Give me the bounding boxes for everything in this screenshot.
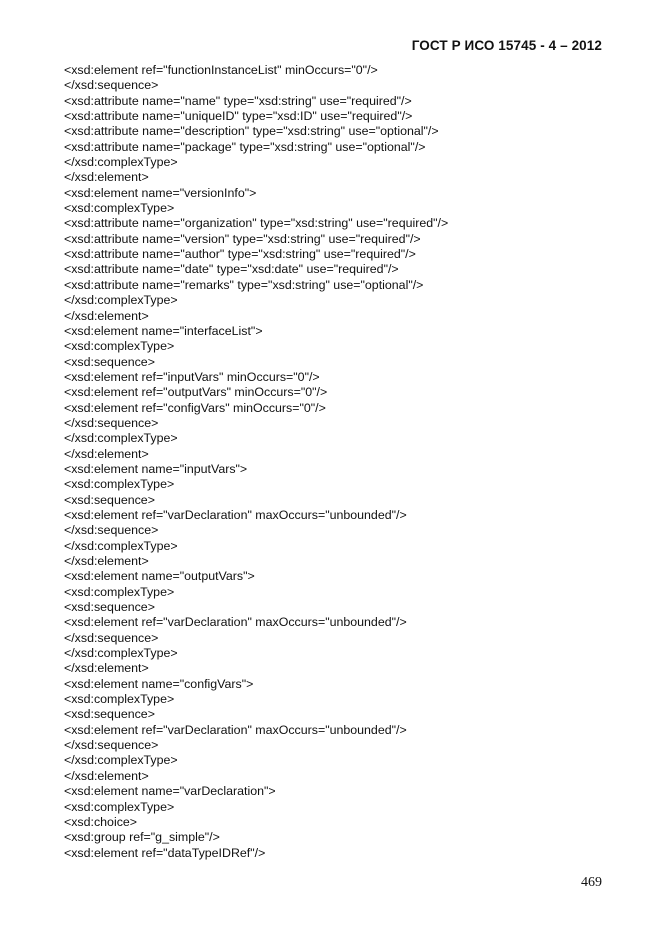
code-line: <xsd:complexType> xyxy=(64,799,175,814)
code-line: </xsd:complexType> xyxy=(64,293,178,308)
code-line: <xsd:element name="inputVars"> xyxy=(64,461,248,476)
code-line: </xsd:complexType> xyxy=(64,155,178,170)
code-line: <xsd:element ref="varDeclaration" maxOccurs="unbounded"/> xyxy=(64,507,407,522)
code-line: </xsd:complexType> xyxy=(64,431,178,446)
code-line: </xsd:element> xyxy=(64,661,149,676)
code-line: <xsd:complexType> xyxy=(64,339,175,354)
code-line: </xsd:element> xyxy=(64,446,149,461)
code-line: <xsd:sequence> xyxy=(64,600,155,615)
code-line: <xsd:sequence> xyxy=(64,707,155,722)
code-line: <xsd:complexType> xyxy=(64,201,175,216)
code-line: <xsd:element ref="functionInstanceList" minOccurs="0"/> xyxy=(64,63,378,77)
code-line: </xsd:complexType> xyxy=(64,753,178,768)
code-line: <xsd:complexType> xyxy=(64,477,175,492)
code-line: </xsd:element> xyxy=(64,768,149,783)
code-line: <xsd:element name="outputVars"> xyxy=(64,569,255,584)
code-line: <xsd:attribute name="organization" type="xsd:string" use="required"/> xyxy=(64,216,449,231)
page-number: 469 xyxy=(581,875,602,890)
code-line: <xsd:choice> xyxy=(64,814,138,829)
code-line: <xsd:attribute name="author" type="xsd:string" use="required"/> xyxy=(64,247,416,262)
code-line: </xsd:element> xyxy=(64,554,149,568)
code-line: <xsd:element ref="outputVars" minOccurs="0"/> xyxy=(64,385,328,400)
code-line: </xsd:complexType> xyxy=(64,538,178,553)
code-line: </xsd:sequence> xyxy=(64,78,159,93)
code-line: <xsd:sequence> xyxy=(64,354,155,369)
code-line: <xsd:attribute name="version" type="xsd:string" use="required"/> xyxy=(64,231,421,246)
code-line: <xsd:element ref="inputVars" minOccurs="0"/> xyxy=(64,369,320,384)
code-line: <xsd:attribute name="description" type="xsd:string" use="optional"/> xyxy=(64,124,439,139)
code-line: <xsd:element name="versionInfo"> xyxy=(64,185,257,200)
code-line: <xsd:attribute name="uniqueID" type="xsd:ID" use="required"/> xyxy=(64,109,413,124)
code-line: </xsd:element> xyxy=(64,308,149,323)
code-line: <xsd:attribute name="date" type="xsd:date" use="required"/> xyxy=(64,262,399,277)
code-line: </xsd:sequence> xyxy=(64,523,159,538)
code-line: <xsd:element ref="dataTypeIDRef"/> xyxy=(64,845,266,860)
code-line: </xsd:sequence> xyxy=(64,415,159,430)
code-line: <xsd:attribute name="package" type="xsd:string" use="optional"/> xyxy=(64,139,426,154)
code-line: <xsd:element name="varDeclaration"> xyxy=(64,784,276,799)
code-line: </xsd:sequence> xyxy=(64,630,159,645)
document-header: ГОСТ Р ИСО 15745 - 4 – 2012 xyxy=(411,38,602,53)
code-line: <xsd:element name="interfaceList"> xyxy=(64,323,263,338)
code-line: <xsd:element ref="varDeclaration" maxOccurs="unbounded"/> xyxy=(64,615,407,630)
code-line: <xsd:attribute name="name" type="xsd:string" use="required"/> xyxy=(64,93,412,108)
code-line: <xsd:element ref="configVars" minOccurs="0"/> xyxy=(64,400,326,415)
code-line: </xsd:element> xyxy=(64,170,149,185)
code-line: </xsd:sequence> xyxy=(64,738,159,753)
code-line: <xsd:element ref="varDeclaration" maxOccurs="unbounded"/> xyxy=(64,722,407,737)
code-line: <xsd:complexType> xyxy=(64,584,175,599)
code-line: <xsd:complexType> xyxy=(64,692,175,707)
code-line: <xsd:sequence> xyxy=(64,492,155,507)
code-line: </xsd:complexType> xyxy=(64,646,178,661)
xsd-code-listing xyxy=(64,63,604,861)
code-line: <xsd:attribute name="remarks" type="xsd:string" use="optional"/> xyxy=(64,277,424,292)
code-line: <xsd:element name="configVars"> xyxy=(64,676,254,691)
code-line: <xsd:group ref="g_simple"/> xyxy=(64,830,220,845)
